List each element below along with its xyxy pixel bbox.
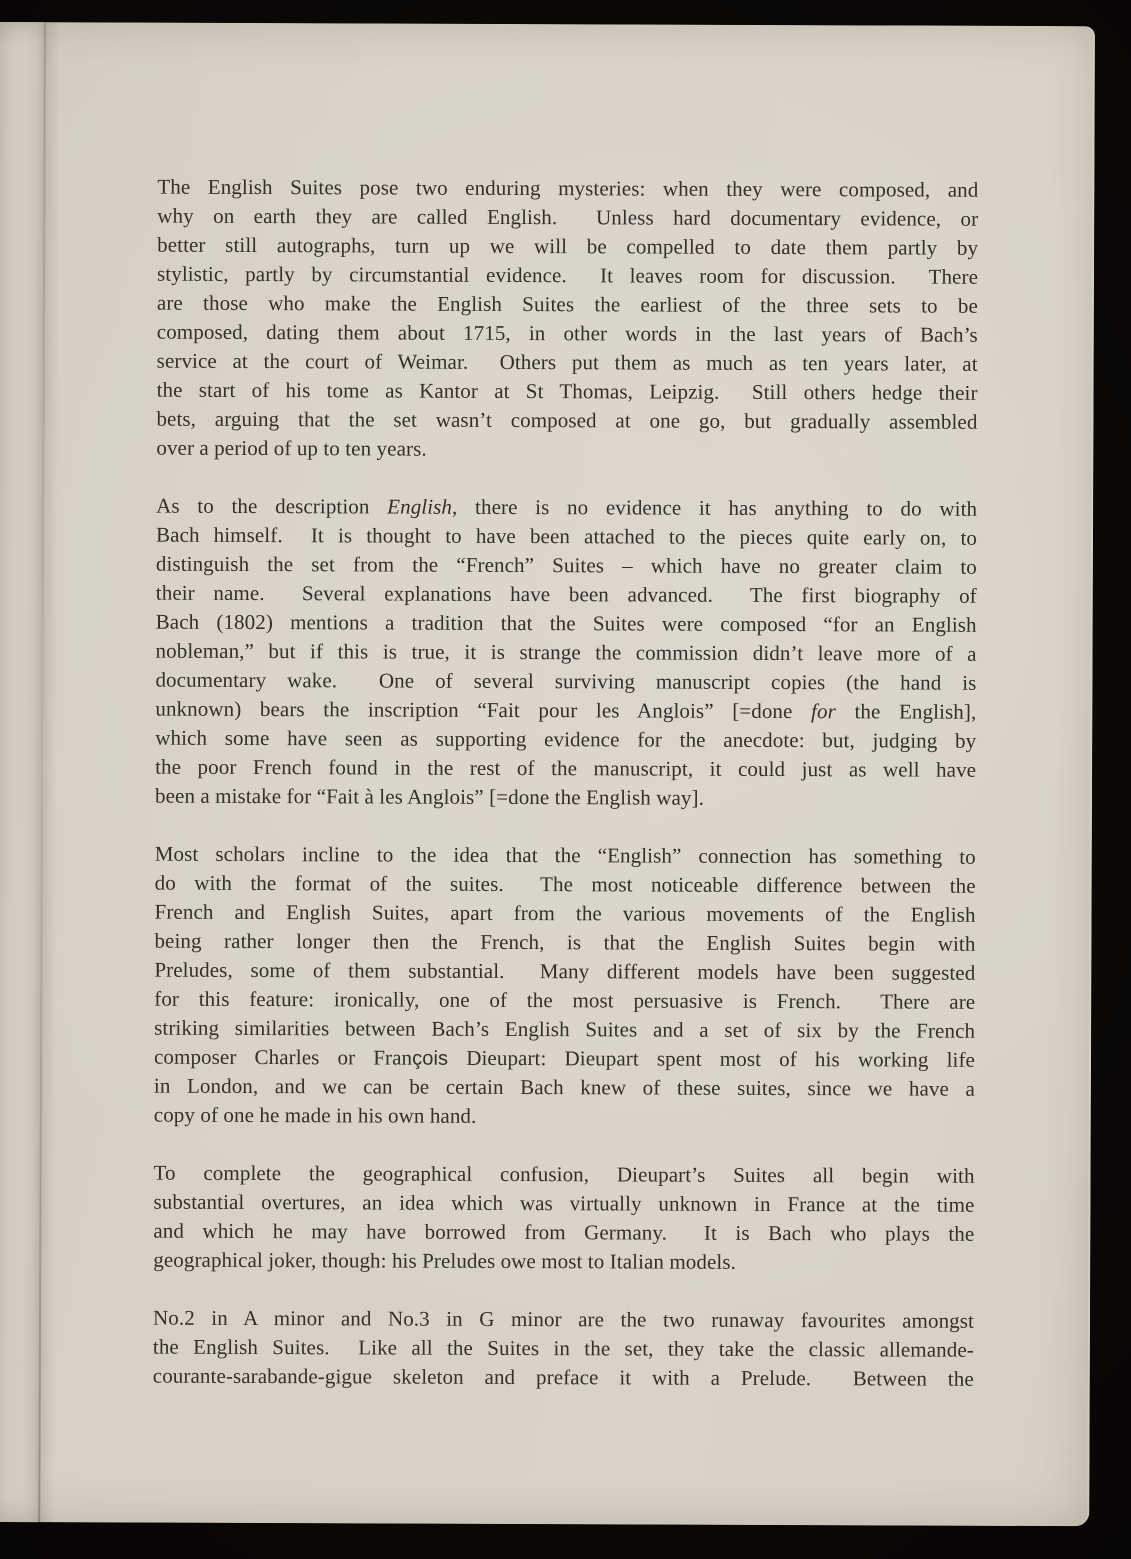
text-line [155, 782, 976, 814]
text-run: being rather longer then the French, is that the English Suites begin with [154, 928, 976, 956]
text-line [156, 405, 977, 437]
text-run: the poor French found in the rest of the manuscript, it could just as well have [155, 754, 977, 782]
text-run: French and English Suites, apart from the various movements of the English [154, 899, 976, 927]
text-run: better still autographs, turn up we will be compelled to date them partly by [157, 232, 979, 260]
text-run: why on earth they are called English. Unless hard documentary evidence, or [157, 203, 979, 231]
text-run: nobleman,” but if this is true, it is strange the commission didn’t leave more of a [155, 638, 977, 666]
text-run: No.2 in A minor and No.3 in G minor are the two runaway favourites amongst [152, 1305, 975, 1333]
text-line [156, 434, 977, 466]
text-line [154, 956, 975, 988]
text-line [156, 608, 977, 640]
text-run: courante-sarabande-gigue skeleton and preface it with a Prelude. Between the [152, 1363, 974, 1391]
text-line [157, 260, 978, 292]
text-line [154, 1072, 975, 1104]
text-line [153, 1188, 974, 1220]
text-line [156, 579, 977, 611]
text-line [156, 550, 977, 582]
text-run: do with the format of the suites. The most noticeable difference between the [154, 870, 976, 898]
text-run: over a period of up to ten years. [156, 435, 427, 461]
text-run: copy of one he made in his own hand. [153, 1102, 477, 1128]
text-run: Dieupart: Dieupart spent most of his working life [448, 1045, 976, 1072]
text-run: The English Suites pose two enduring mysteries: when they were composed, and [157, 174, 979, 202]
text-line [155, 869, 976, 901]
text-run: for [811, 699, 836, 724]
text-run: stylistic, partly by circumstantial evidence. It leaves room for discussion. There [156, 261, 979, 289]
text-run: Most scholars incline to the idea that the “English” connection has something to [154, 841, 976, 869]
paragraph [156, 173, 978, 466]
text-run: distinguish the set from the “French” Suites – which have no greater claim to [155, 551, 977, 579]
text-line [154, 927, 975, 959]
text-run: been a mistake for “Fait à les Anglois” [=done the English way]. [154, 783, 705, 810]
text-run: documentary wake. One of several surviving manuscript copies (the hand is [155, 667, 977, 695]
text-line [157, 318, 978, 350]
text-run: their name. Several explanations have been advanced. The first biography of [155, 580, 977, 608]
text-run: As to the description [156, 493, 388, 519]
text-run: unknown) bears the inscription “Fait pour les Anglois” [=done [155, 696, 812, 724]
paragraph [155, 492, 977, 814]
text-run: bets, arguing that the set wasn’t composed at one go, but gradually assembled [156, 406, 978, 434]
text-run: Preludes, some of them substantial. Many different models have been suggested [154, 957, 976, 985]
text-run: service at the court of Weimar. Others put them as much as ten years later, at [156, 348, 978, 376]
text-run: , there is no evidence it has anything to do with [452, 494, 978, 521]
text-line [157, 202, 978, 234]
text-line [156, 637, 977, 669]
text-line [154, 1101, 975, 1133]
text-line [155, 695, 976, 727]
text-line [153, 1217, 974, 1249]
text-line [157, 376, 978, 408]
text-run: which some have seen as supporting evidence for the anecdote: but, judging by [155, 725, 977, 753]
text-run: Bach (1802) mentions a tradition that the Suites were composed “for an English [155, 609, 977, 637]
text-run: English [387, 494, 453, 519]
paragraph [153, 1304, 974, 1394]
book-page [0, 22, 1095, 1526]
paragraph [153, 1159, 974, 1278]
text-run: the English], [835, 699, 977, 724]
text-run: To complete the geographical confusion, Dieupart’s Suites all begin with [153, 1160, 975, 1188]
text-run: striking similarities between Bach’s English Suites and a set of six by the French [154, 1015, 976, 1043]
text-run: substantial overtures, an idea which was virtually unknown in France at the time [153, 1189, 975, 1217]
text-run: for this feature: ironically, one of the most persuasive is French. There are [154, 986, 976, 1014]
text-line [155, 898, 976, 930]
text-line [154, 985, 975, 1017]
text-line [154, 1043, 975, 1075]
text-line [156, 492, 977, 524]
text-line [153, 1304, 974, 1336]
text-run: Bach himself. It is thought to have been attached to the pieces quite early on, to [155, 522, 978, 550]
text-line [157, 231, 978, 263]
text-line [154, 1014, 975, 1046]
text-run: in London, and we can be certain Bach knew of these suites, since we have a [153, 1073, 975, 1101]
text-run: geographical joker, though: his Preludes owe most to Italian models. [153, 1247, 737, 1274]
text-line [157, 347, 978, 379]
text-column [153, 173, 979, 1394]
text-line [156, 521, 977, 553]
text-run: the English Suites. Like all the Suites in the set, they take the classic allemande- [152, 1334, 974, 1362]
text-line [155, 724, 976, 756]
text-line [153, 1246, 974, 1278]
page-spine [0, 22, 44, 1522]
text-line [155, 753, 976, 785]
text-run: composer Charles or Fran [153, 1044, 413, 1070]
text-line [154, 1159, 975, 1191]
text-run: composed, dating them about 1715, in other words in the last years of Bach’s [156, 319, 978, 347]
text-line [157, 173, 978, 205]
text-line [155, 840, 976, 872]
paragraph [154, 840, 976, 1133]
text-run: are those who make the English Suites the earliest of the three sets to be [156, 290, 978, 318]
text-run: the start of his tome as Kantor at St Thomas, Leipzig. Still others hedge their [156, 377, 978, 405]
text-line [153, 1362, 974, 1394]
text-line [153, 1333, 974, 1365]
text-run: çois [412, 1047, 449, 1070]
text-run: and which he may have borrowed from Germany. It is Bach who plays the [153, 1218, 975, 1246]
text-line [155, 666, 976, 698]
text-line [157, 289, 978, 321]
